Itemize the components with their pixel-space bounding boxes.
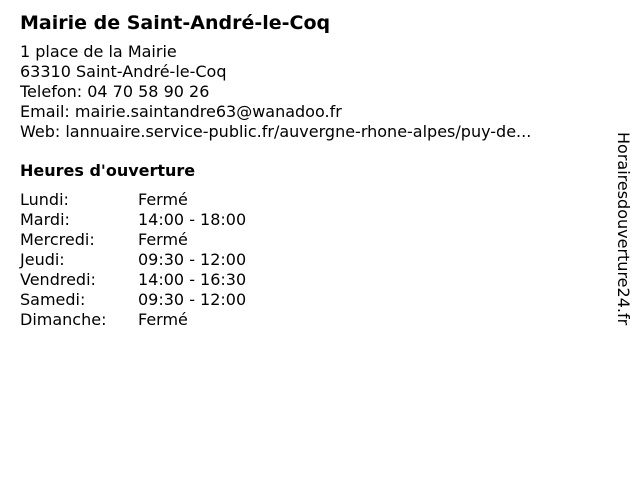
opening-hours-heading: Heures d'ouverture [20,161,196,180]
hours-row-thursday [20,250,246,270]
day-hours: Fermé [138,190,188,209]
day-hours: 14:00 - 18:00 [138,210,247,229]
day-hours: 14:00 - 16:30 [138,270,247,289]
hours-row-tuesday [20,210,246,230]
opening-hours-table [20,190,246,330]
day-hours: 09:30 - 12:00 [138,290,247,309]
address-street: 1 place de la Mairie [20,42,177,61]
hours-row-monday [20,190,246,210]
day-label: Jeudi: [20,250,65,269]
day-hours: Fermé [138,230,188,249]
hours-row-sunday [20,310,246,330]
email-line: Email: mairie.saintandre63@wanadoo.fr [20,102,342,121]
phone-line: Telefon: 04 70 58 90 26 [20,82,210,101]
day-label: Mercredi: [20,230,95,249]
day-label: Samedi: [20,290,86,309]
brand-watermark: Horairesdouverture24.fr [614,132,633,326]
day-label: Lundi: [20,190,69,209]
business-card [20,10,600,330]
address-city: 63310 Saint-André-le-Coq [20,62,227,81]
web-line: Web: lannuaire.service-public.fr/auvergne-rhone-alpes/puy-de... [20,122,532,141]
hours-row-friday [20,270,246,290]
hours-row-wednesday [20,230,246,250]
business-title: Mairie de Saint-André-le-Coq [20,12,331,34]
day-label: Mardi: [20,210,70,229]
hours-row-saturday [20,290,246,310]
day-hours: 09:30 - 12:00 [138,250,247,269]
day-label: Dimanche: [20,310,107,329]
address-block [20,42,600,142]
day-hours: Fermé [138,310,188,329]
day-label: Vendredi: [20,270,96,289]
